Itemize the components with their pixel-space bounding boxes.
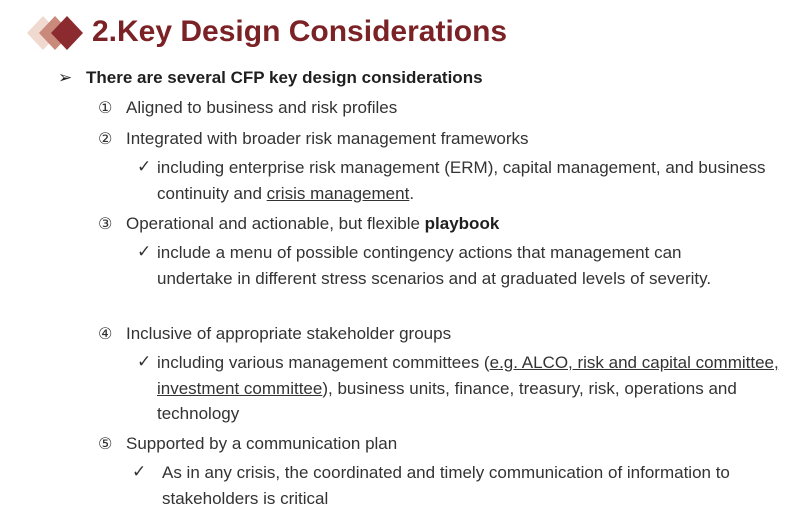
list-item-3 [98,214,499,234]
list-item-1 [98,98,397,118]
sub-point-3 [137,240,757,291]
check-icon: ✓ [137,352,152,372]
sub-point-5 [132,460,732,511]
item-number: ③ [98,214,113,233]
page-title: 2.Key Design Considerations [92,15,508,48]
item-text: Integrated with broader risk management frameworks [126,129,529,148]
check-icon: ✓ [137,157,152,177]
underlined-text: e.g. ALCO, risk and capital committee, investment committee [157,353,779,398]
list-item-2 [98,129,529,149]
sub-text: including enterprise risk management (ERM), capital management, and business continuity and crisis management. [157,158,766,203]
sub-text: include a menu of possible contingency actions that management can undertake in different stress scenarios and at graduated levels of severity. [157,243,712,288]
check-icon: ✓ [137,242,152,262]
sub-point-2 [137,155,777,206]
item-number: ④ [98,324,113,343]
item-bold-text: playbook [424,214,500,233]
item-text: Operational and actionable, but flexible [126,214,425,233]
check-icon: ✓ [132,462,147,482]
intro-bullet [58,68,483,88]
item-text: Inclusive of appropriate stakeholder groups [126,324,452,343]
item-number: ⑤ [98,434,113,453]
sub-point-4 [137,350,782,427]
diamond-logo-icon [26,14,86,52]
item-text: Supported by a communication plan [126,434,398,453]
item-number: ① [98,98,113,117]
sub-text: As in any crisis, the coordinated and timely communication of information to stakeholders is critical [162,463,730,508]
item-text: Aligned to business and risk profiles [126,98,398,117]
item-number: ② [98,129,113,148]
intro-text: There are several CFP key design considerations [86,68,483,87]
arrow-bullet-icon: ➢ [58,68,73,87]
underlined-text: crisis management [266,183,410,203]
list-item-4 [98,324,451,344]
list-item-5 [98,434,397,454]
sub-text: including various management committees (e.g. ALCO, risk and capital committee, investment committee), business units, finance, treasury, risk, operations and technology [157,353,779,423]
